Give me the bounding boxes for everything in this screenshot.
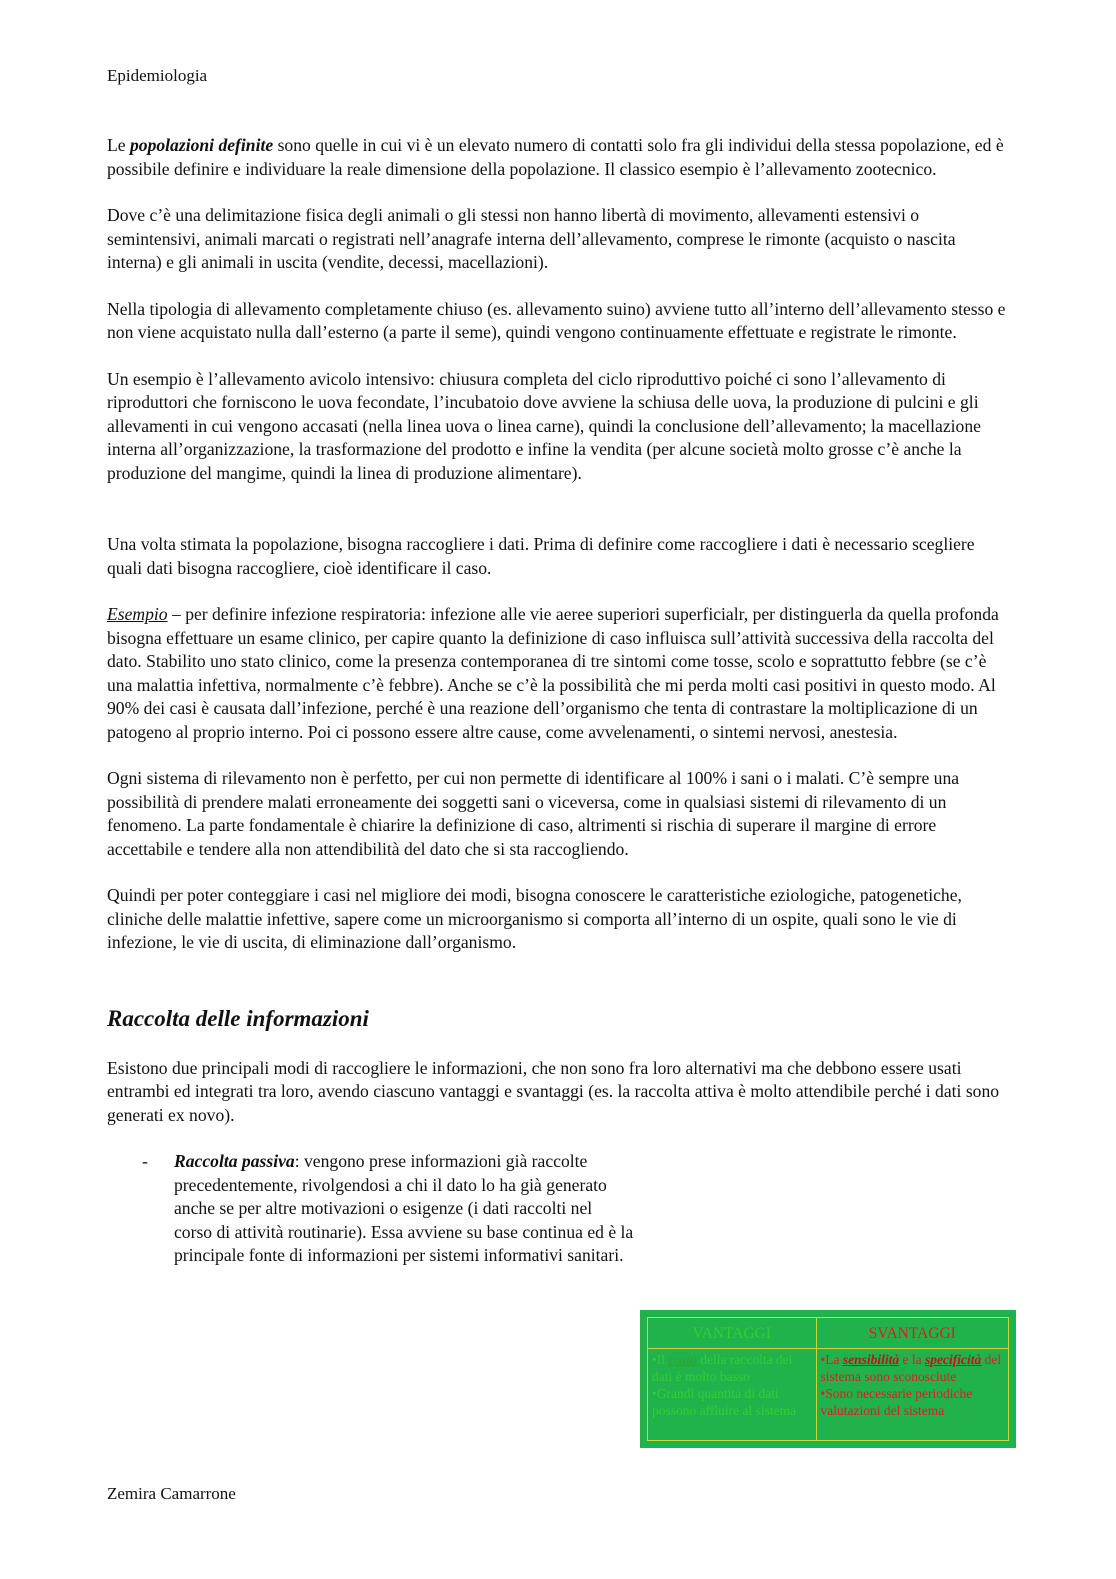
esempio-label: Esempio [107, 604, 168, 624]
vantaggi-item [652, 1351, 812, 1385]
page-header: Epidemiologia [107, 66, 208, 85]
paragraph-stima-popolazione: Una volta stimata la popolazione, bisogna raccogliere i dati. Prima di definire come raccogliere i dati è necessario scegliere quali dati bisogna raccogliere, cioè identificare il caso. [107, 534, 975, 578]
vantaggi-item [652, 1385, 812, 1419]
paragraph-prefix: Le [107, 135, 130, 155]
paragraph-sistema-rilevamento: Ogni sistema di rilevamento non è perfetto, per cui non permette di identificare al 100% i sani o i malati. C’è sempre una possibilità di prendere malati erroneamente dei soggetti sani o viceversa, come in qualsiasi sistemi di rilevamento di un fenomeno. La parte fondamentale è chiarire la definizione di caso, altrimenti si rischia di superare il margine di errore accettabile e tendere alla non attendibilità del dato che si sta raccogliendo. [107, 768, 960, 859]
svantaggi-item-text: Sono necessarie periodiche valutazioni del sistema [820, 1386, 973, 1418]
section-intro: Esistono due principali modi di raccogliere le informazioni, che non sono fra loro alternativi ma che debbono essere usati entrambi ed integrati tra loro, avendo ciascuno vantaggi e svantaggi (es. la raccolta attiva è molto attendibile perché i dati sono generati ex novo). [107, 1057, 1000, 1125]
table-header-svantaggi: SVANTAGGI [816, 1318, 1008, 1349]
document-body [107, 134, 1007, 1310]
bullet-dash: - [142, 1151, 148, 1171]
paragraph-popolazioni-definite [107, 134, 1007, 181]
table-cell-vantaggi [648, 1349, 817, 1441]
bullet-icon: • [652, 1352, 657, 1367]
bullet-body: : vengono prese informazioni già raccolte precedentemente, rivolgendosi a chi il dato lo ha già generato anche se per altre motivazioni o esigenze (i dati raccolti nel corso di attività routinarie). Essa avviene su base continua ed è la principale fonte di informazioni per sistemi informativi sanitari. [174, 1151, 634, 1265]
vantaggi-svantaggi-table [640, 1310, 1016, 1448]
section-heading: Raccolta delle informazioni [107, 1005, 369, 1031]
svantaggi-item [821, 1385, 1004, 1419]
bullet-text [174, 1150, 634, 1268]
paragraph-delimitazione: Dove c’è una delimitazione fisica degli animali o gli stessi non hanno libertà di movimento, allevamenti estensivi o semintensivi, animali marcati o registrati nell’anagrafe interna dell’allevamento, comprese le rimonte (acquisto o nascita interna) e gli animali in uscita (vendite, decessi, macellazioni). [107, 205, 956, 272]
table-cell-svantaggi [816, 1349, 1008, 1441]
paragraph-avicolo: Un esempio è l’allevamento avicolo intensivo: chiusura completa del ciclo riproduttivo poiché ci sono l’allevamento di riproduttori che forniscono le uova fecondate, l’incubatoio dove avviene la schiusa delle uova, la produzione di pulcini e gli allevamenti in cui vengono accasati (nella linea uova o linea carne), quindi la conclusione dell’allevamento; la macellazione interna all’organizzazione, la trasformazione del prodotto e infine la vendita (per alcune società molto grosse c’è anche la produzione del mangime, quindi la linea di produzione alimentare). [107, 368, 981, 483]
paragraph-esempio [107, 603, 1007, 744]
paragraph-text: sono quelle in cui vi è un elevato numero di contatti solo fra gli individui della stessa popolazione, ed è possibile definire e individuare la reale dimensione della popolazione. Il classico esempio è l’allevamento zootecnico. [107, 135, 1004, 179]
vantaggi-item-text: Il [656, 1352, 669, 1367]
svantaggi-item [821, 1351, 1004, 1385]
svantaggi-item-text: La [825, 1352, 843, 1367]
page-footer: Zemira Camarrone [107, 1484, 236, 1503]
svantaggi-item-text: e la [899, 1352, 926, 1367]
paragraph-text: – per definire infezione respiratoria: infezione alle vie aeree superiori superficialr, per distinguerla da quella profonda bisogna effettuare un esame clinico, per capire quanto la definizione di caso influisca sull’attività successiva della raccolta del dato. Stabilito uno stato clinico, come la presenza contemporanea di tre sintomi come tosse, scolo e soprattutto febbre (se c’è una malattia infettiva, normalmente c’è febbre). Anche se c’è la possibilità che mi perda molti casi positivi in questo modo. Al 90% dei casi è causata dall’infezione, perché è una reazione dell’organismo che tenta di contrastare la moltiplicazione di un patogeno al proprio interno. Poi ci possono essere altre cause, come avvelenamenti, o sintemi nervosi, anestesia. [107, 604, 999, 742]
bullet-icon: • [820, 1386, 826, 1401]
paragraph-allevamento-chiuso: Nella tipologia di allevamento completamente chiuso (es. allevamento suino) avviene tutto all’interno dell’allevamento stesso e non viene acquistato nulla dall’esterno (a parte il seme), quindi vengono continuamente effettuate e registrate le rimonte. [107, 298, 1006, 342]
term-raccolta-passiva: Raccolta passiva [174, 1151, 295, 1171]
term-popolazioni-definite: popolazioni definite [129, 135, 274, 155]
paragraph-conteggio-casi: Quindi per poter conteggiare i casi nel migliore dei modi, bisogna conoscere le caratteristiche eziologiche, patogenetiche, cliniche delle malattie infettive, sapere come un microorganismo si comporta all’interno di un ospite, quali sono le vie di infezione, le vie di uscita, di eliminazione dall’organismo. [107, 885, 962, 952]
bullet-icon: • [652, 1386, 657, 1401]
vantaggi-costo: costo [668, 1352, 697, 1367]
bullet-icon: • [820, 1352, 826, 1367]
svantaggi-specificita: specificità [925, 1352, 982, 1367]
svantaggi-item-text: del sistema sono sconosciute [820, 1352, 1002, 1384]
vantaggi-item-text: della raccolta dei dati è molto basso [652, 1352, 793, 1384]
vantaggi-item-text: Grandi quantità di dati possono affluire al sistema [652, 1386, 797, 1418]
bullet-raccolta-passiva [107, 1150, 1007, 1310]
svantaggi-sensibilita: sensibilità [842, 1352, 900, 1367]
table-header-vantaggi: VANTAGGI [648, 1318, 817, 1349]
